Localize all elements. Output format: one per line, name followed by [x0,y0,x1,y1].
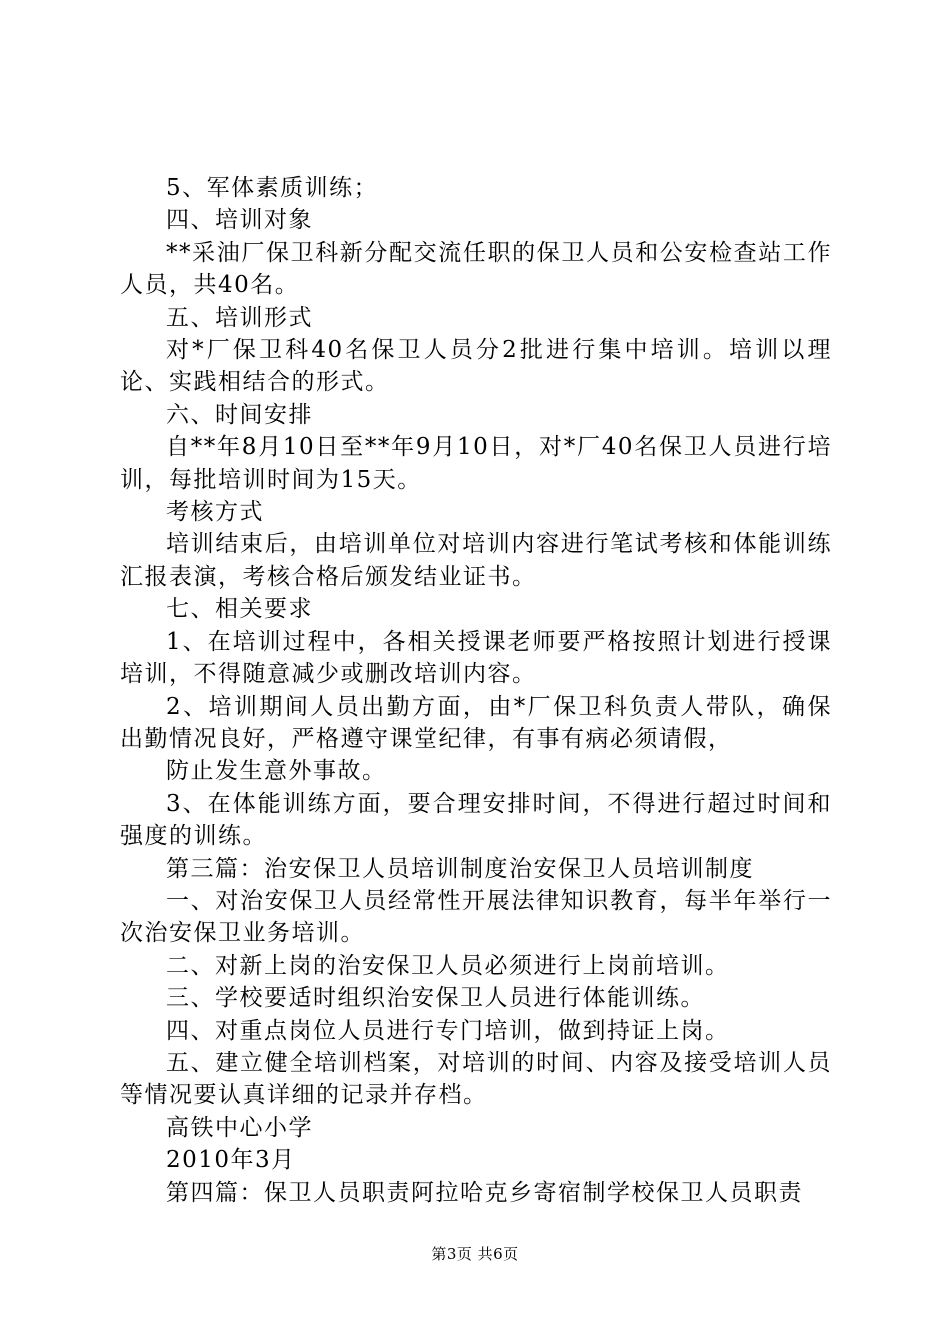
chapter-heading: 第三篇：治安保卫人员培训制度治安保卫人员培训制度 [166,855,754,882]
section-heading: 五、培训形式 [166,304,313,331]
section-heading: 七、相关要求 [166,596,313,623]
paragraph: 一、对治安保卫人员经常性开展法律知识教育，每半年举行一次治安保卫业务培训。 [120,887,832,947]
paragraph: 二、对新上岗的治安保卫人员必须进行上岗前培训。 [166,952,730,979]
paragraph: 2、培训期间人员出勤方面，由*厂保卫科负责人带队，确保出勤情况良好，严格遵守课堂纪律，有事有病必须请假， [120,693,832,752]
paragraph: 5、军体素质训练； [166,175,379,201]
paragraph: 自**年8月10日至**年9月10日，对*厂40名保卫人员进行培训，每批培训时间为15天。 [120,434,832,493]
page-number: 第3页 共6页 [431,1245,519,1263]
paragraph: 三、学校要适时组织治安保卫人员进行体能训练。 [166,985,705,1012]
paragraph: 对*厂保卫科40名保卫人员分2批进行集中培训。培训以理论、实践相结合的形式。 [120,337,832,396]
paragraph: 培训结束后，由培训单位对培训内容进行笔试考核和体能训练汇报表演，考核合格后颁发结业证书。 [120,531,832,590]
chapter-heading: 第四篇：保卫人员职责阿拉哈克乡寄宿制学校保卫人员职责 [166,1179,803,1206]
paragraph: 五、建立健全培训档案，对培训的时间、内容及接受培训人员等情况要认真详细的记录并存档。 [120,1049,832,1109]
paragraph: 1、在培训过程中，各相关授课老师要严格按照计划进行授课培训，不得随意减少或删改培训内容。 [120,628,832,688]
signature-organization: 高铁中心小学 [166,1114,313,1141]
section-heading: 四、培训对象 [166,207,313,234]
page-footer [0,1243,950,1264]
document-body [120,172,832,1209]
paragraph: 四、对重点岗位人员进行专门培训，做到持证上岗。 [166,1017,730,1044]
paragraph: 3、在体能训练方面，要合理安排时间，不得进行超过时间和强度的训练。 [120,790,832,850]
section-heading: 考核方式 [166,499,264,526]
signature-date: 2010年3月 [166,1147,296,1174]
section-heading: 六、时间安排 [166,401,313,428]
paragraph: **采油厂保卫科新分配交流任职的保卫人员和公安检查站工作人员，共40名。 [120,239,832,299]
paragraph: 防止发生意外事故。 [166,758,387,785]
